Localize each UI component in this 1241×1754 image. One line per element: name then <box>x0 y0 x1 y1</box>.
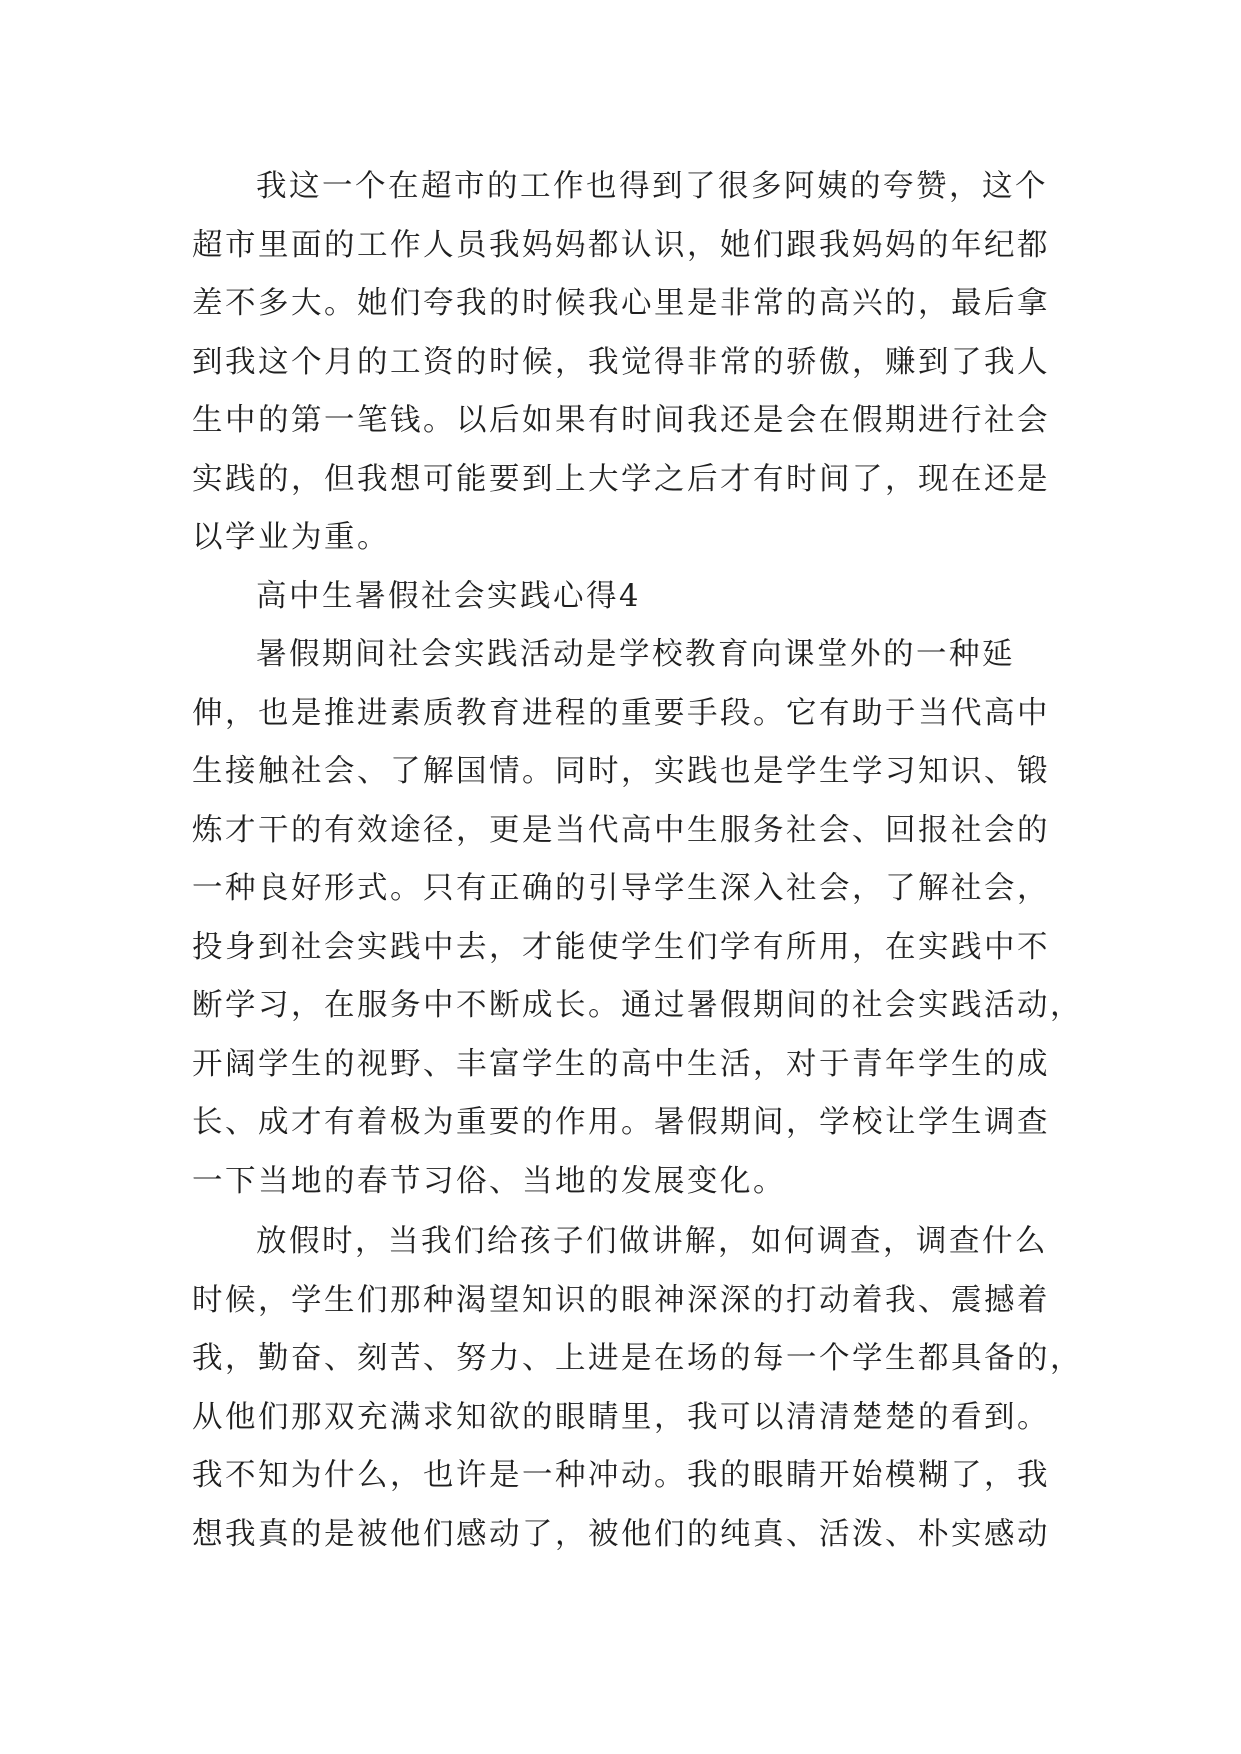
text-line: 生中的第一笔钱。以后如果有时间我还是会在假期进行社会 <box>192 403 1050 438</box>
section-heading <box>192 568 1062 627</box>
text-line: 超市里面的工作人员我妈妈都认识，她们跟我妈妈的年纪都 <box>192 227 1050 263</box>
paragraph-supermarket-work <box>192 158 1062 568</box>
document-body <box>192 158 1083 1564</box>
text-line: 想我真的是被他们感动了，被他们的纯真、活泼、朴实感动 <box>192 1516 1050 1552</box>
text-line: 我这一个在超市的工作也得到了很多阿姨的夸赞，这个 <box>256 169 1048 204</box>
text-line: 一种良好形式。只有正确的引导学生深入社会，了解社会， <box>192 871 1050 906</box>
text-line: 开阔学生的视野、丰富学生的高中生活，对于青年学生的成 <box>192 1046 1050 1082</box>
text-line: 我不知为什么，也许是一种冲动。我的眼睛开始模糊了，我 <box>192 1458 1050 1493</box>
text-line: 炼才干的有效途径，更是当代高中生服务社会、回报社会的 <box>192 812 1050 848</box>
text-line: 时候，学生们那种渴望知识的眼神深深的打动着我、震撼着 <box>192 1282 1050 1318</box>
text-line: 断学习，在服务中不断成长。通过暑假期间的社会实践活动， <box>192 988 1083 1023</box>
text-line: 放假时，当我们给孩子们做讲解，如何调查，调查什么 <box>256 1224 1048 1259</box>
text-line: 暑假期间社会实践活动是学校教育向课堂外的一种延 <box>256 637 1015 672</box>
paragraph-summer-practice <box>192 626 1083 1211</box>
section-title: 高中生暑假社会实践心得4 <box>256 578 641 614</box>
text-line: 生接触社会、了解国情。同时，实践也是学生学习知识、锻 <box>192 754 1050 789</box>
paragraph-holiday-explanation <box>192 1213 1083 1564</box>
text-line: 投身到社会实践中去，才能使学生们学有所用，在实践中不 <box>192 929 1050 965</box>
text-line: 以学业为重。 <box>192 520 390 555</box>
text-line: 伸，也是推进素质教育进程的重要手段。它有助于当代高中 <box>192 695 1050 731</box>
text-line: 长、成才有着极为重要的作用。暑假期间，学校让学生调查 <box>192 1105 1050 1140</box>
text-line: 到我这个月的工资的时候，我觉得非常的骄傲，赚到了我人 <box>192 344 1050 380</box>
text-line: 差不多大。她们夸我的时候我心里是非常的高兴的，最后拿 <box>192 286 1050 321</box>
text-line: 一下当地的春节习俗、当地的发展变化。 <box>192 1163 786 1199</box>
text-line: 实践的，但我想可能要到上大学之后才有时间了，现在还是 <box>192 461 1050 497</box>
text-line: 从他们那双充满求知欲的眼睛里，我可以清清楚楚的看到。 <box>192 1399 1050 1435</box>
text-line: 我，勤奋、刻苦、努力、上进是在场的每一个学生都具备的， <box>192 1341 1083 1376</box>
